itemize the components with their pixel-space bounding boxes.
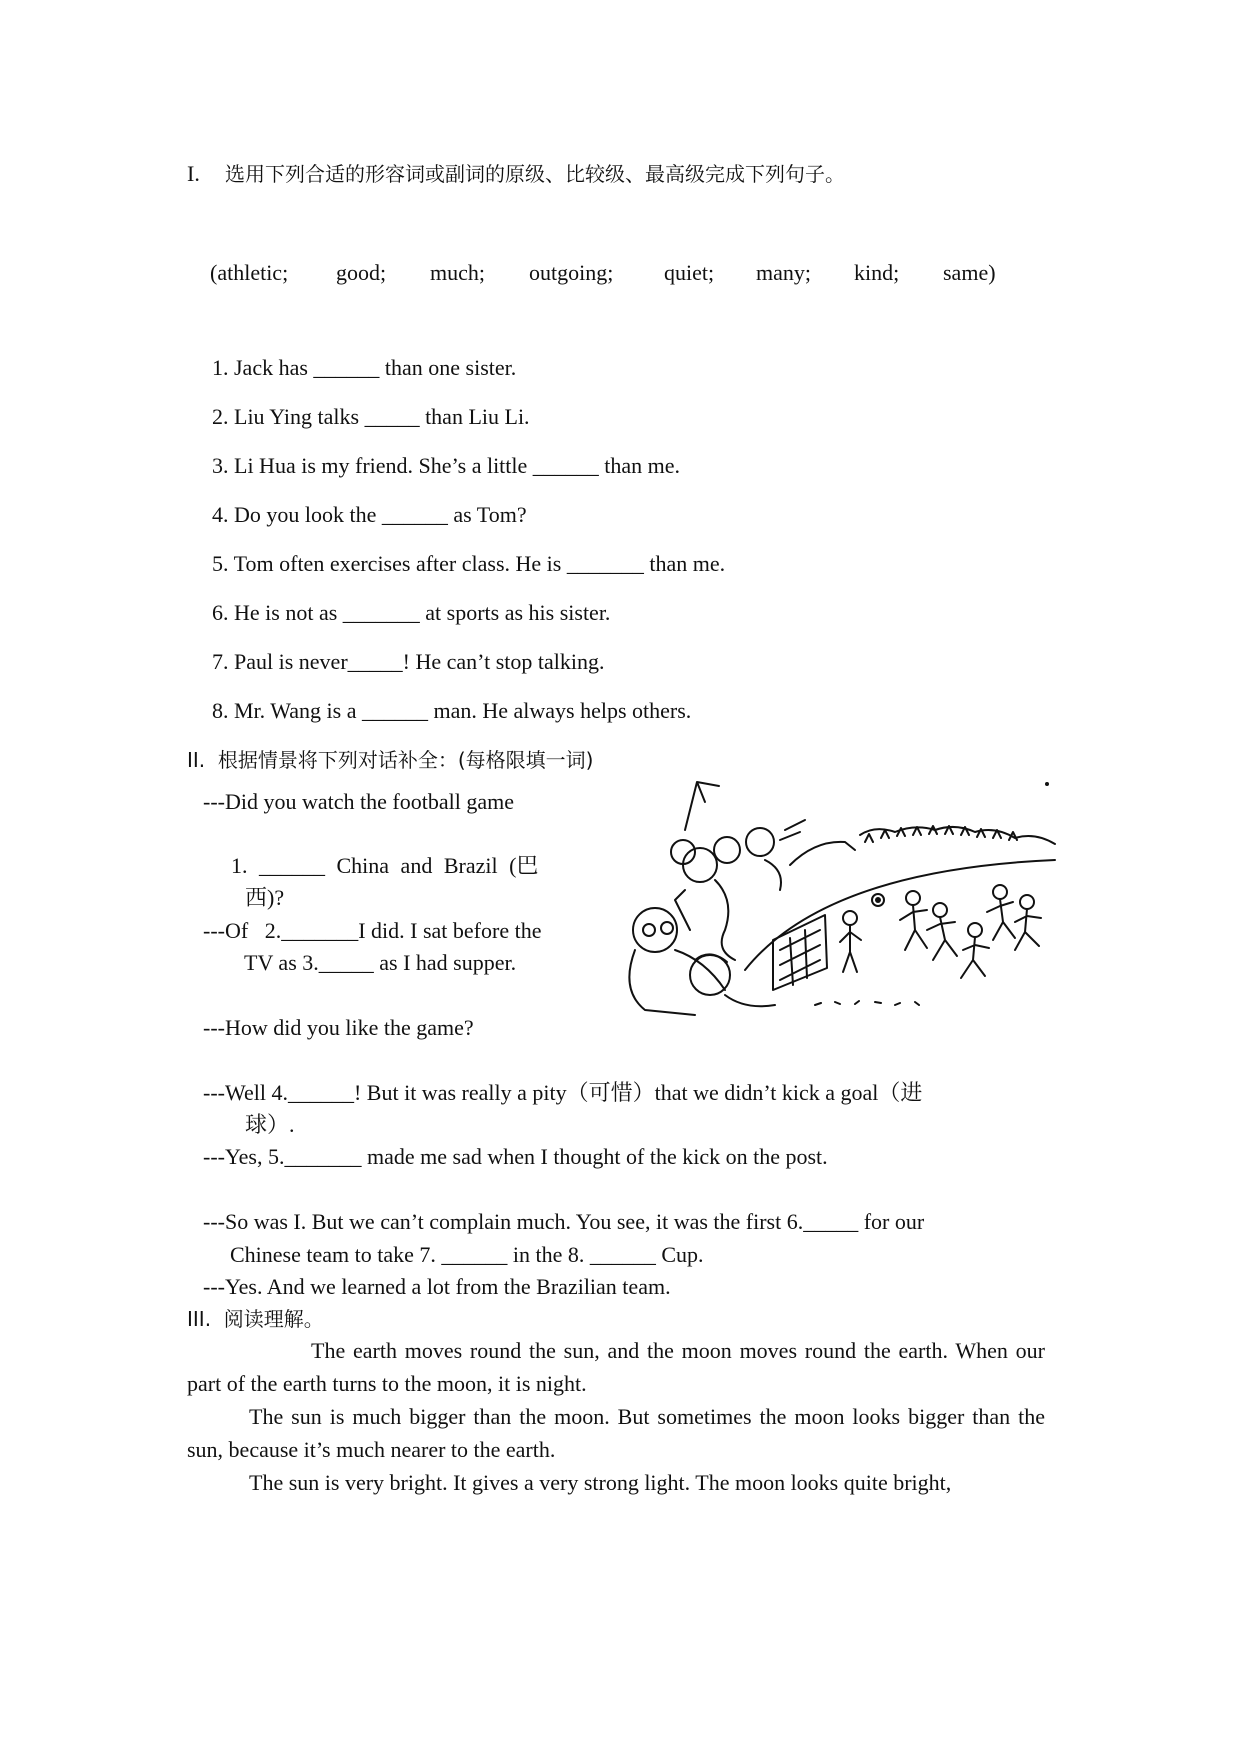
dialogue-line: ---How did you like the game? [203,1015,474,1040]
football-illustration [615,780,1060,1025]
section-2-heading: II. 根据情景将下列对话补全：(每格限填一词) [187,748,594,772]
word-bank [210,260,1030,290]
exercise-item: 2. Liu Ying talks _____ than Liu Li. [212,404,530,429]
dialogue-line: ---Yes. And we learned a lot from the Brazilian team. [203,1274,671,1299]
dialogue-line: ---So was I. But we can’t complain much. You see, it was the first 6._____ for our [203,1209,925,1234]
section-3-heading: III. 阅读理解。 [187,1307,324,1331]
dialogue-line: 西)? [245,885,285,910]
exercise-item: 7. Paul is never_____! He can’t stop talking. [212,649,605,674]
section-1-heading-number: I. [187,161,200,186]
reading-paragraph: The sun is much bigger than the moon. But sometimes the moon looks bigger than the sun, because it’s much nearer to the earth. [187,1404,1045,1462]
dialogue-line: ---Did you watch the football game [203,789,514,814]
exercise-item: 3. Li Hua is my friend. She’s a little ______ than me. [212,453,681,478]
word-bank-item: quiet; [664,260,715,285]
dialogue-line: ---Of 2._______I did. I sat before the [203,918,542,943]
word-bank-item: much; [430,260,485,285]
reading-paragraph: The earth moves round the sun, and the moon moves round the earth. When our part of the earth turns to the moon, it is night. [187,1338,1045,1396]
exercise-item: 4. Do you look the ______ as Tom? [212,502,527,527]
exercise-item: 6. He is not as _______ at sports as his sister. [212,600,611,625]
word-bank-item: (athletic; [210,260,289,285]
word-bank-item: good; [336,260,387,285]
dialogue-line: ---Yes, 5._______ made me sad when I thought of the kick on the post. [203,1144,828,1169]
exercise-item: 8. Mr. Wang is a ______ man. He always helps others. [212,698,692,723]
word-bank-item: outgoing; [529,260,614,285]
section-1-heading: 选用下列合适的形容词或副词的原级、比较级、最高级完成下列句子。 [225,162,845,186]
dialogue-line: Chinese team to take 7. ______ in the 8. ______ Cup. [230,1242,704,1267]
word-bank-item: same) [943,260,996,285]
dialogue-line: TV as 3._____ as I had supper. [244,950,517,975]
word-bank-item: kind; [854,260,900,285]
exercise-item: 5. Tom often exercises after class. He is _______ than me. [212,551,726,576]
dialogue-line: 球）. [245,1112,295,1137]
exercise-item: 1. Jack has ______ than one sister. [212,355,517,380]
word-bank-item: many; [756,260,811,285]
dialogue-line: 1. ______ China and Brazil (巴 [231,853,539,878]
reading-paragraph: The sun is very bright. It gives a very strong light. The moon looks quite bright, [249,1470,952,1495]
dialogue-line: ---Well 4.______! But it was really a pity（可惜）that we didn’t kick a goal（进 [203,1080,923,1105]
